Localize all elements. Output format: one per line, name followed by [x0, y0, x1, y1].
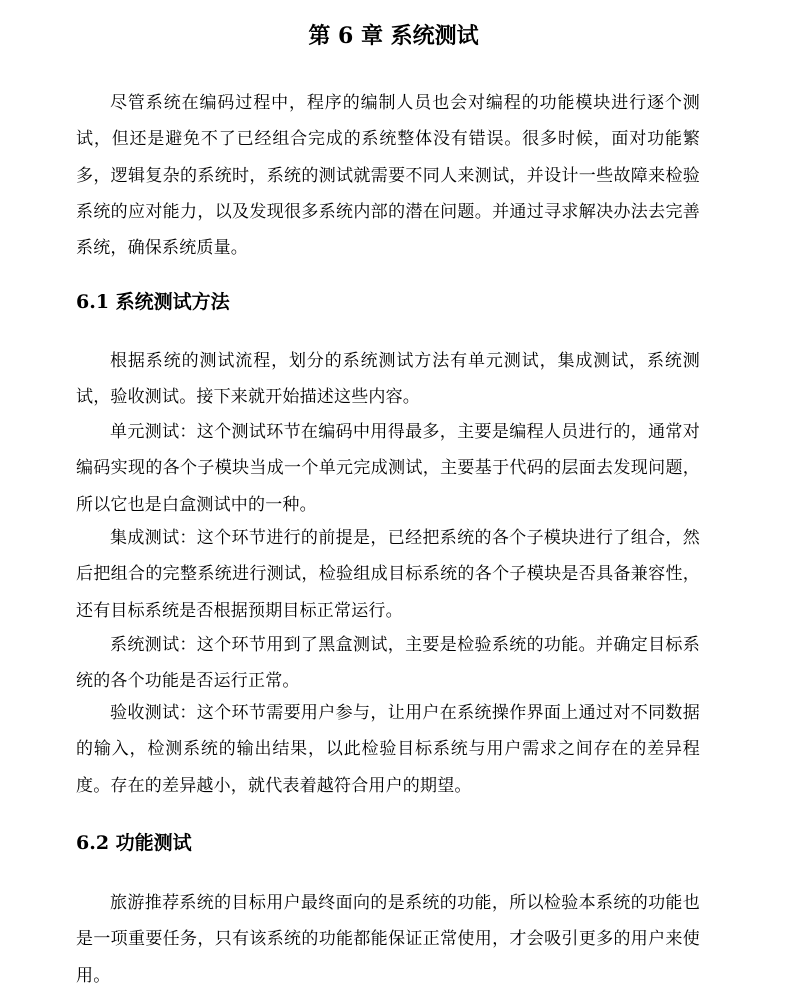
intro-paragraph: 尽管系统在编码过程中，程序的编制人员也会对编程的功能模块进行逐个测试，但还是避免不了已经组合完成的系统整体没有错误。很多时候，面对功能繁多，逻辑复杂的系统时，系统的测试就需要不同人来测试，并设计一些故障来检验系统的应对能力，以及发现很多系统内部的潜在问题。并通过寻求解决办法去完善系统，确保系统质量。	[76, 93, 700, 259]
paragraph-unit-testing: 单元测试：这个测试环节在编码中用得最多，主要是编程人员进行的，通常对编码实现的各个子模块当成一个单元完成测试，主要基于代码的层面去发现问题，所以它也是白盒测试中的一种。	[76, 422, 700, 515]
paragraph-acceptance-testing: 验收测试：这个环节需要用户参与，让用户在系统操作界面上通过对不同数据的输入，检测系统的输出结果，以此检验目标系统与用户需求之间存在的差异程度。存在的差异越小，就代表着越符合用户的期望。	[76, 703, 700, 796]
chapter-title: 第 6 章 系统测试	[308, 23, 479, 49]
paragraph-system-testing: 系统测试：这个环节用到了黑盒测试，主要是检验系统的功能。并确定目标系统的各个功能是否运行正常。	[76, 635, 700, 692]
paragraph-functional-testing: 旅游推荐系统的目标用户最终面向的是系统的功能，所以检验本系统的功能也是一项重要任务，只有该系统的功能都能保证正常使用，才会吸引更多的用户来使用。	[76, 893, 700, 986]
section-heading-6-1: 6.1 系统测试方法	[76, 291, 230, 313]
paragraph-integration-testing: 集成测试：这个环节进行的前提是，已经把系统的各个子模块进行了组合，然后把组合的完整系统进行测试，检验组成目标系统的各个子模块是否具备兼容性，还有目标系统是否根据预期目标正常运行。	[76, 528, 700, 621]
paragraph-test-methods-overview: 根据系统的测试流程，划分的系统测试方法有单元测试，集成测试，系统测试，验收测试。接下来就开始描述这些内容。	[76, 351, 700, 408]
section-heading-6-2: 6.2 功能测试	[76, 832, 192, 854]
